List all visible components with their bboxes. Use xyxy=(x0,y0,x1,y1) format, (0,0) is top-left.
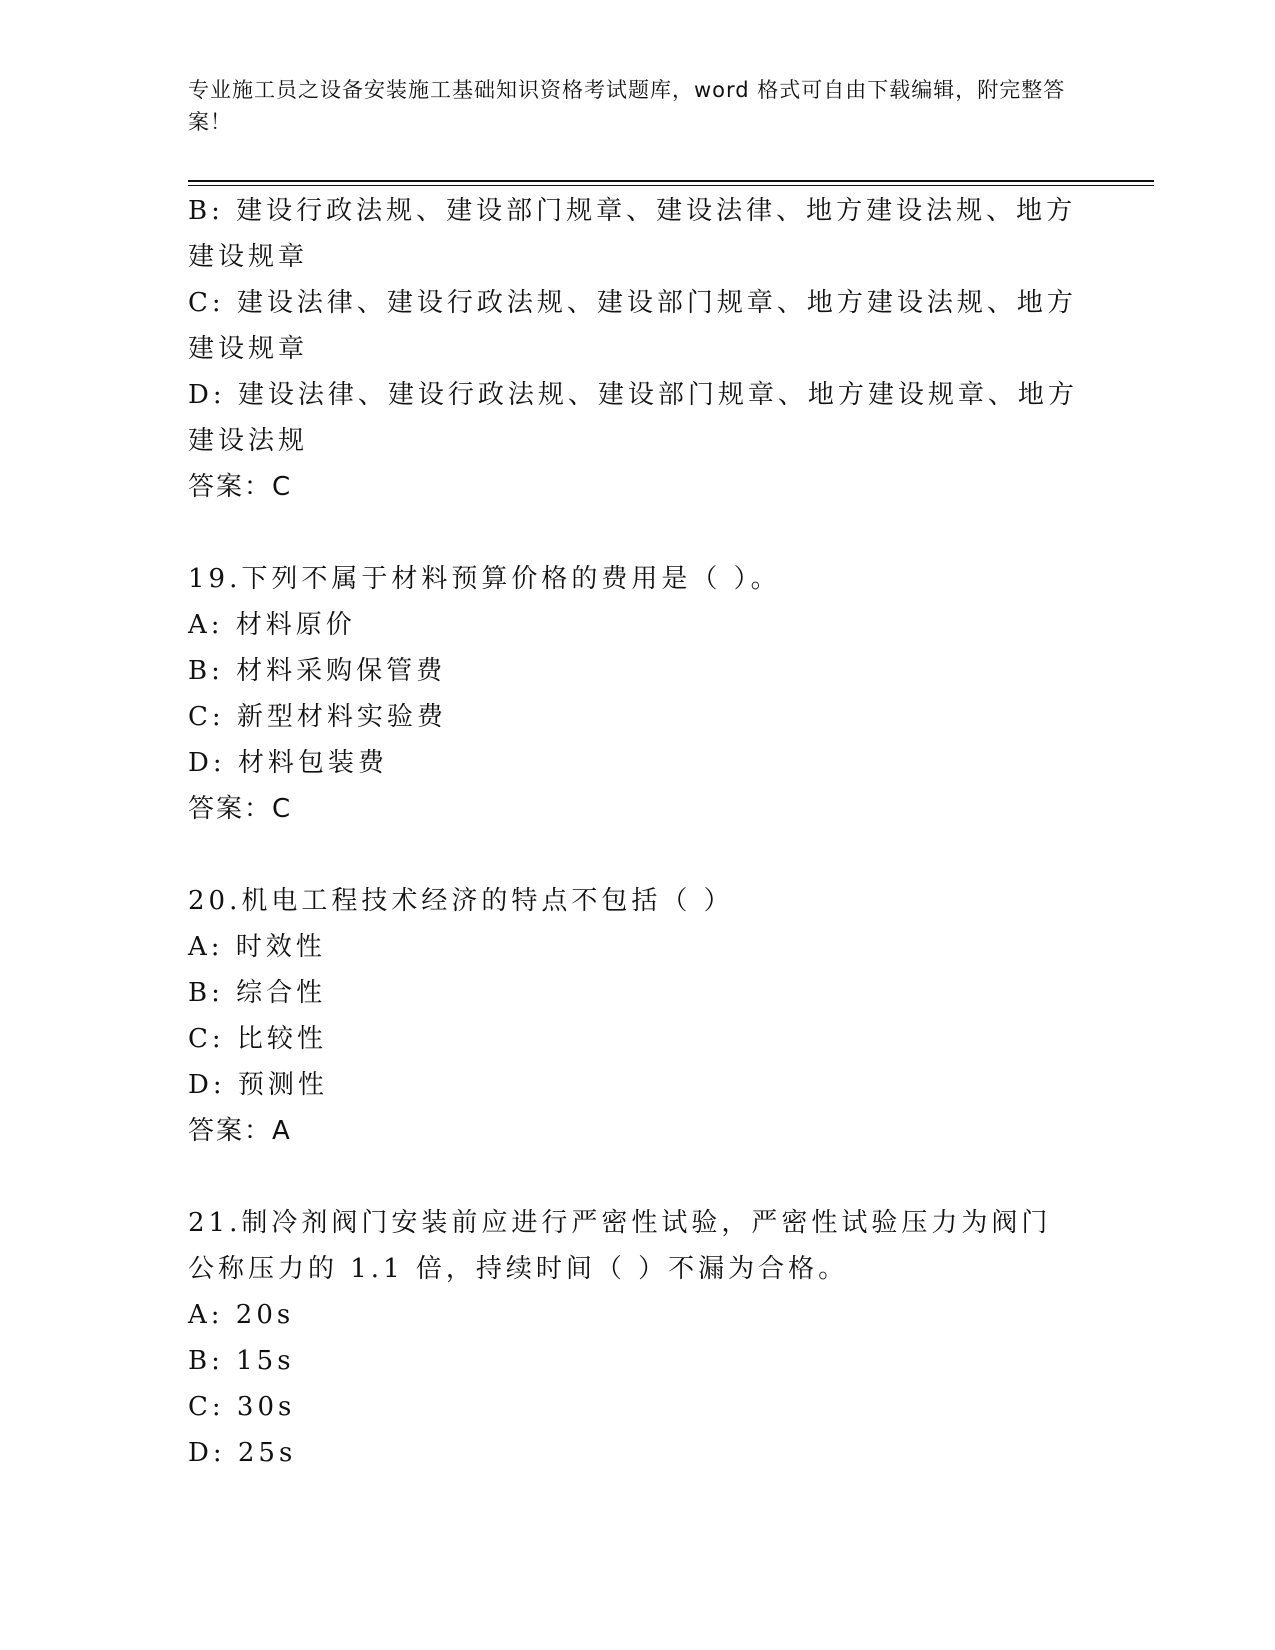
option-c: C: 比较性 xyxy=(188,1024,327,1054)
answer-line: 答案：C xyxy=(188,472,293,502)
question-stem: 20.机电工程技术经济的特点不包括（ ） xyxy=(188,886,734,916)
question-stem: 19.下列不属于材料预算价格的费用是（ ）。 xyxy=(188,564,781,594)
option-a: A: 材料原价 xyxy=(188,610,356,640)
answer-line: 答案：C xyxy=(188,794,293,824)
option-a: A: 时效性 xyxy=(188,932,326,962)
option-a: A: 20s xyxy=(188,1300,295,1330)
question-19 xyxy=(188,556,1078,832)
option-b: B: 15s xyxy=(188,1346,295,1376)
document-header: 专业施工员之设备安装施工基础知识资格考试题库，word 格式可自由下载编辑，附完整答案！ xyxy=(188,78,1066,134)
option-d: D: 25s xyxy=(188,1438,297,1468)
question-20 xyxy=(188,878,1078,1154)
option-b: B: 建设行政法规、建设部门规章、建设法律、地方建设法规、地方建设规章 xyxy=(188,196,1077,272)
option-b: B: 材料采购保管费 xyxy=(188,656,447,686)
carryover-question xyxy=(188,188,1078,510)
option-c: C: 30s xyxy=(188,1392,296,1422)
option-c: C: 建设法律、建设行政法规、建设部门规章、地方建设法规、地方建设规章 xyxy=(188,288,1077,364)
spacer xyxy=(188,832,1078,878)
option-d: D: 建设法律、建设行政法规、建设部门规章、地方建设规章、地方建设法规 xyxy=(188,380,1078,456)
header-divider-thick xyxy=(188,180,1154,182)
option-d: D: 预测性 xyxy=(188,1070,328,1100)
option-b: B: 综合性 xyxy=(188,978,327,1008)
question-stem: 21.制冷剂阀门安装前应进行严密性试验，严密性试验压力为阀门公称压力的 1.1 倍，持续时间（ ）不漏为合格。 xyxy=(188,1208,1052,1284)
spacer xyxy=(188,1154,1078,1200)
option-d: D: 材料包装费 xyxy=(188,748,388,778)
spacer xyxy=(188,510,1078,556)
question-21 xyxy=(188,1200,1078,1476)
answer-line: 答案：A xyxy=(188,1116,292,1146)
document-body xyxy=(188,188,1078,1476)
option-c: C: 新型材料实验费 xyxy=(188,702,447,732)
header-divider-thin xyxy=(188,185,1154,186)
